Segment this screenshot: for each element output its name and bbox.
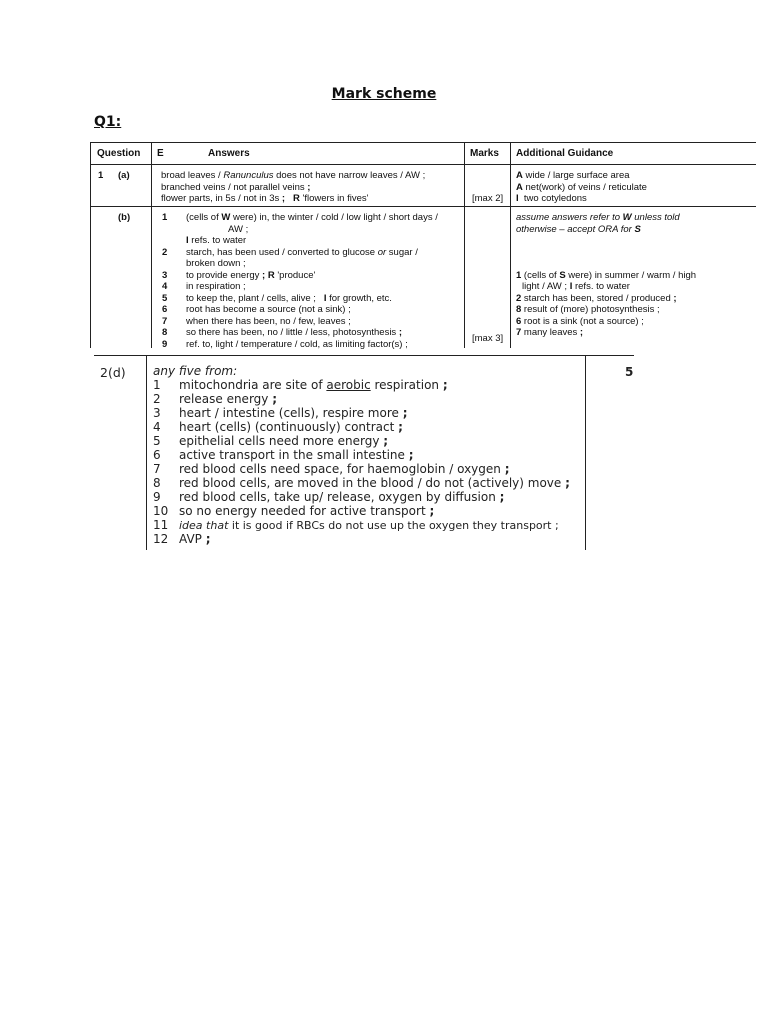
question-1-label: Q1: [94, 114, 122, 130]
list-item: 5 epithelial cells need more energy ; [153, 434, 389, 448]
part-b-answers: (cells of W were) in, the winter / cold / low light / short days / AW ; I refs. to water starch, has been used / converted to glucose or sugar / broken down ; to provide energy ; R 'produce' in respiration ; to keep the, plant / cells, alive ; I for growth, etc. root has become a source (not a sink) ; when there has been, no / few, leaves ; so there has been, no / little / less, photosynthesis ; ref. to, light / temperature / cold, as limiting factor(s) ; [186, 212, 438, 350]
answer-line: branched veins / not parallel veins ; [161, 181, 311, 193]
part-b-marks: [max 3] [472, 333, 504, 344]
part-b-point-numbers: 1 2 3 4 5 6 7 8 9 [162, 212, 168, 350]
list-item: 11 idea that it is good if RBCs do not use up the oxygen they transport ; [153, 518, 559, 532]
q2-answer-list [153, 364, 570, 546]
header-question: Question [97, 148, 141, 159]
list-item: 2 release energy ; [153, 392, 278, 406]
header-marks: Marks [470, 148, 499, 159]
list-item: 6 active transport in the small intestine ; [153, 448, 414, 462]
header-answers: Answers [208, 148, 250, 159]
part-a-answers [161, 170, 425, 205]
list-item: 8 red blood cells, are moved in the blood / do not (actively) move ; [153, 476, 570, 490]
list-item: 9 red blood cells, take up/ release, oxygen by diffusion ; [153, 490, 505, 504]
list-item: 4 heart (cells) (continuously) contract ; [153, 420, 403, 434]
list-item: 10 so no energy needed for active transport ; [153, 504, 435, 518]
list-item: 3 heart / intestine (cells), respire more ; [153, 406, 408, 420]
answer-line: broad leaves / Ranunculus does not have narrow leaves / AW ; [161, 170, 426, 181]
list-item: 1 mitochondria are site of aerobic respiration ; [153, 378, 448, 392]
header-e: E [157, 148, 164, 159]
part-a-guidance: A wide / large surface area A net(work) of veins / reticulate I two cotyledons [516, 170, 647, 204]
page-title: Mark scheme [331, 86, 437, 102]
list-item: 12 AVP ; [153, 532, 211, 546]
q2-question-number: 2(d) [100, 365, 126, 380]
part-a-label: (a) [118, 170, 130, 181]
question-number: 1 [98, 170, 104, 181]
part-b-guidance: assume answers refer to W unless told otherwise – accept ORA for S 1 (cells of S were) in summer / warm / high light / AW ; I refs. to water 2 starch has been, stored / produced ; 8 result of (more) photosynthesis ; 6 root is a sink (not a source) ; 7 many leaves ; [516, 212, 697, 338]
answer-line: flower parts, in 5s / not in 3s ; R 'flowers in fives' [161, 193, 369, 204]
list-item: 7 red blood cells need space, for haemoglobin / oxygen ; [153, 462, 510, 476]
q1-mark-table [90, 142, 756, 348]
q2-marks: 5 [625, 365, 634, 379]
q2-intro: any five from: [153, 364, 238, 378]
q2-mark-table [94, 355, 634, 550]
header-guidance: Additional Guidance [516, 148, 614, 159]
part-a-marks: [max 2] [472, 193, 504, 204]
part-b-label: (b) [118, 212, 131, 223]
